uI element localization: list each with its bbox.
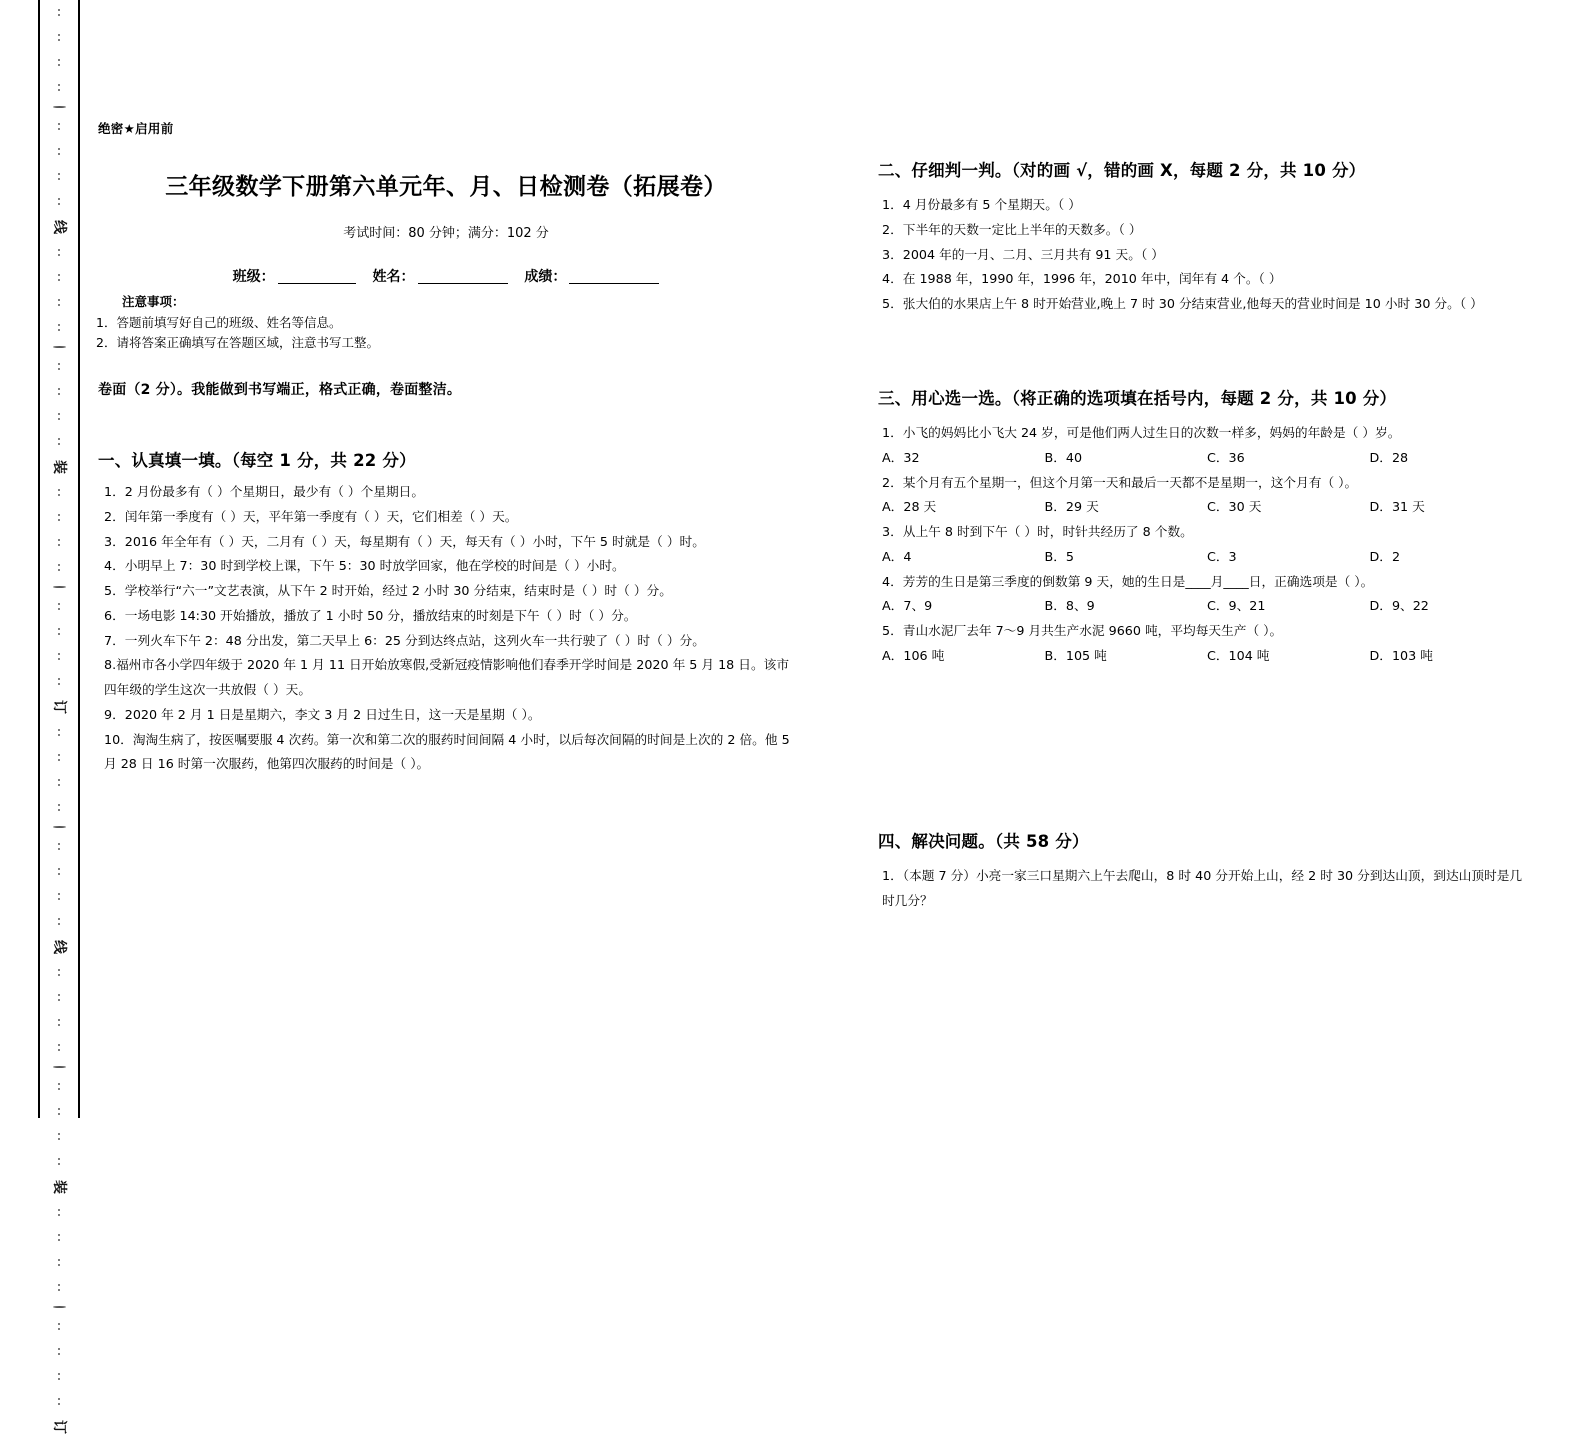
seal-dot	[58, 1163, 60, 1165]
seal-circle-icon	[53, 1306, 66, 1308]
seal-dot	[58, 1398, 60, 1400]
seal-dot	[58, 1284, 60, 1286]
seal-dot	[58, 9, 60, 11]
seal-track	[40, 0, 78, 1434]
seal-dot	[58, 274, 60, 276]
seal-dot	[58, 1328, 60, 1330]
seal-dot-group	[58, 363, 60, 370]
seal-dot-group	[58, 653, 60, 660]
option-item[interactable]: C．3	[1207, 548, 1237, 564]
seal-dot-group	[58, 843, 60, 850]
section-4-heading: 四、解决问题。（共 58 分）	[878, 832, 1089, 851]
seal-dot	[58, 198, 60, 200]
seal-dot	[58, 633, 60, 635]
section-2-questions	[882, 193, 1532, 317]
seal-dot	[58, 974, 60, 976]
seal-dot	[58, 84, 60, 86]
section-3-questions	[882, 421, 1532, 669]
seal-dot	[58, 1083, 60, 1085]
seal-dot	[58, 368, 60, 370]
seal-dot	[58, 1239, 60, 1241]
seal-dot	[58, 128, 60, 130]
seal-dot	[58, 893, 60, 895]
seal-dot	[58, 519, 60, 521]
seal-dot-group	[58, 1234, 60, 1241]
option-item[interactable]: A．7、9	[882, 598, 933, 614]
notice-item: 1．答题前填写好自己的班级、姓名等信息。	[96, 314, 342, 330]
section-4-question: 1．（本题 7 分）小亮一家三口星期六上午去爬山，8 时 40 分开始上山，经 2 时 30 分到达山顶，到达山顶时是几时几分？	[882, 868, 1523, 908]
seal-character: 线	[51, 220, 67, 234]
seal-dot	[58, 1133, 60, 1135]
section-3-question: 4．芳芳的生日是第三季度的倒数第 9 天，她的生日是____月____日，正确选项是（ ）。	[882, 573, 1374, 589]
seal-dot-group	[58, 489, 60, 496]
seal-dot	[58, 678, 60, 680]
seal-dot	[58, 923, 60, 925]
section-2-question: 2．下半年的天数一定比上半年的天数多。（ ）	[882, 221, 1142, 237]
seal-dot-group	[58, 1348, 60, 1355]
seal-dot-group	[58, 173, 60, 180]
seal-circle-icon	[53, 826, 66, 828]
cover-note: 卷面（2 分）。我能做到书写端正，格式正确，卷面整洁。	[98, 382, 462, 398]
seal-dot-group	[58, 804, 60, 811]
exam-subtitle: 考试时间：80 分钟；满分：102 分	[343, 226, 549, 241]
page-title: 三年级数学下册第六单元年、月、日检测卷（拓展卷）	[165, 174, 727, 200]
option-item[interactable]: C．104 吨	[1207, 647, 1270, 663]
seal-dot	[58, 438, 60, 440]
page-content	[96, 0, 1556, 1118]
seal-dot-group	[58, 628, 60, 635]
seal-dot	[58, 683, 60, 685]
notice-title: 注意事项：	[122, 294, 185, 309]
section-3-question: 2．某个月有五个星期一，但这个月第一天和最后一天都不是星期一，这个月有（ ）。	[882, 474, 1358, 490]
seal-dot-group	[58, 1209, 60, 1216]
seal-dot-group	[58, 729, 60, 736]
seal-dot	[58, 494, 60, 496]
option-item[interactable]: A．4	[882, 548, 912, 564]
section-3-heading: 三、用心选一选。（将正确的选项填在括号内，每题 2 分，共 10 分）	[878, 389, 1397, 408]
option-item[interactable]: D．103 吨	[1369, 647, 1433, 663]
seal-dot	[58, 1113, 60, 1115]
seal-dot	[58, 153, 60, 155]
seal-dot	[58, 1019, 60, 1021]
seal-dot	[58, 1323, 60, 1325]
seal-circle-icon	[53, 346, 66, 348]
seal-dot-group	[58, 324, 60, 331]
section-2-question: 1．4 月份最多有 5 个星期天。（ ）	[882, 197, 1081, 212]
seal-dot	[58, 304, 60, 306]
option-item[interactable]: B．8、9	[1044, 598, 1095, 614]
seal-dot	[58, 1088, 60, 1090]
section-2-question: 3．2004 年的一月、二月、三月共有 91 天。（ ）	[882, 246, 1164, 262]
notice-block	[96, 292, 796, 354]
seal-dot	[58, 809, 60, 811]
score-input-line[interactable]	[569, 268, 659, 284]
seal-dot-group	[58, 678, 60, 685]
section-1-question: 3．2016 年全年有（ ）天，二月有（ ）天，每星期有（ ）天，每天有（ ）小时，下午 5 时就是（ ）时。	[104, 533, 705, 549]
seal-dot	[58, 443, 60, 445]
seal-dot	[58, 544, 60, 546]
seal-dot	[58, 603, 60, 605]
seal-dot-group	[58, 34, 60, 41]
seal-dot	[58, 843, 60, 845]
seal-dot	[58, 1024, 60, 1026]
name-input-line[interactable]	[418, 268, 508, 284]
section-3-question: 5．青山水泥厂去年 7～9 月共生产水泥 9660 吨，平均每天生产（ ）。	[882, 623, 1283, 639]
seal-character: 订	[51, 700, 67, 714]
section-3-options	[882, 495, 1532, 520]
seal-character: 装	[51, 460, 67, 474]
seal-dot	[58, 489, 60, 491]
seal-dot-group	[58, 59, 60, 66]
seal-dot	[58, 1044, 60, 1046]
seal-dot-group	[58, 249, 60, 256]
seal-dot	[58, 918, 60, 920]
seal-dot	[58, 203, 60, 205]
seal-dot	[58, 1158, 60, 1160]
seal-dot	[58, 999, 60, 1001]
seal-dot	[58, 653, 60, 655]
seal-dot	[58, 254, 60, 256]
seal-dot	[58, 1403, 60, 1405]
seal-dot	[58, 608, 60, 610]
seal-dot	[58, 628, 60, 630]
option-item[interactable]: C．9、21	[1207, 598, 1266, 614]
seal-dot-group	[58, 754, 60, 761]
seal-dot	[58, 178, 60, 180]
section-1-question: 10．淘淘生病了，按医嘱要服 4 次药。第一次和第二次的服药时间间隔 4 小时，以后每次间隔的时间是上次的 2 倍。他 5 月 28 日 16 时第一次服药，他第四次服药的时间是（ ）。	[104, 731, 790, 772]
seal-dot	[58, 249, 60, 251]
seal-dot-group	[58, 539, 60, 546]
seal-dot	[58, 148, 60, 150]
option-item[interactable]: B．105 吨	[1044, 647, 1107, 663]
seal-dot-group	[58, 918, 60, 925]
section-1-question: 2．闰年第一季度有（ ）天，平年第一季度有（ ）天，它们相差（ ）天。	[104, 508, 518, 524]
seal-dot-group	[58, 868, 60, 875]
seal-dot-group	[58, 1133, 60, 1140]
seal-dot	[58, 1373, 60, 1375]
seal-dot	[58, 1138, 60, 1140]
seal-dot	[58, 1289, 60, 1291]
option-item[interactable]: B．29 天	[1044, 499, 1099, 515]
seal-dot	[58, 89, 60, 91]
section-1-question: 8.福州市各小学四年级于 2020 年 1 月 11 日开始放寒假,受新冠疫情影响他们春季开学时间是 2020 年 5 月 18 日。该市四年级的学生这次一共放假（ ）天。	[104, 657, 790, 698]
secret-label: 绝密★启用前	[98, 121, 174, 136]
seal-dot	[58, 804, 60, 806]
seal-dot-group	[58, 1323, 60, 1330]
seal-dot-group	[58, 1019, 60, 1026]
name-field[interactable]	[373, 266, 508, 286]
seal-dot-group	[58, 603, 60, 610]
seal-dot	[58, 64, 60, 66]
section-2-question: 5．张大伯的水果店上午 8 时开始营业,晚上 7 时 30 分结束营业,他每天的营业时间是 10 小时 30 分。（ ）	[882, 296, 1483, 312]
option-item[interactable]: C．36	[1207, 449, 1245, 465]
seal-dot	[58, 39, 60, 41]
section-2-heading: 二、仔细判一判。（对的画 √，错的画 X，每题 2 分，共 10 分）	[878, 161, 1366, 180]
seal-dot-group	[58, 388, 60, 395]
section-3-question: 3．从上午 8 时到下午（ ）时，时针共经历了 8 个数。	[882, 524, 1193, 540]
option-item[interactable]: C．30 天	[1207, 499, 1262, 515]
seal-dot	[58, 1209, 60, 1211]
class-input-line[interactable]	[278, 268, 356, 284]
section-1-question: 7．一列火车下午 2：48 分出发，第二天早上 6：25 分到达终点站，这列火车一共行驶了（ ）时（ ）分。	[104, 632, 705, 648]
seal-dot	[58, 279, 60, 281]
seal-dot-group	[58, 299, 60, 306]
score-label: 成绩：	[524, 269, 567, 285]
seal-dot	[58, 299, 60, 301]
seal-dot	[58, 848, 60, 850]
seal-dot	[58, 393, 60, 395]
seal-character: 线	[51, 940, 67, 954]
seal-dot	[58, 1234, 60, 1236]
seal-dot	[58, 564, 60, 566]
seal-dot-group	[58, 1083, 60, 1090]
seal-dot	[58, 873, 60, 875]
option-item[interactable]: A．28 天	[882, 499, 937, 515]
seal-dot	[58, 754, 60, 756]
seal-dot-group	[58, 779, 60, 786]
seal-dot	[58, 1108, 60, 1110]
seal-dot	[58, 123, 60, 125]
seal-dot-group	[58, 514, 60, 521]
seal-dot	[58, 539, 60, 541]
seal-dot	[58, 779, 60, 781]
section-1-question: 1．2 月份最多有（ ）个星期日，最少有（ ）个星期日。	[104, 484, 425, 499]
section-1-question: 6．一场电影 14:30 开始播放，播放了 1 小时 50 分，播放结束的时刻是下午（ ）时（ ）分。	[104, 607, 637, 623]
seal-dot-group	[58, 1158, 60, 1165]
option-item[interactable]: B．40	[1044, 449, 1083, 465]
section-3-options	[882, 545, 1532, 570]
binding-margin	[38, 0, 80, 1434]
section-4-questions	[882, 864, 1532, 914]
seal-dot	[58, 994, 60, 996]
class-field[interactable]	[233, 266, 356, 286]
option-item[interactable]: D．2	[1369, 548, 1401, 564]
seal-circle-icon	[53, 586, 66, 588]
section-3-options	[882, 594, 1532, 619]
seal-dot	[58, 14, 60, 16]
seal-dot	[58, 759, 60, 761]
class-label: 班级：	[232, 269, 275, 285]
section-3-options	[882, 446, 1532, 471]
seal-dot	[58, 1264, 60, 1266]
seal-dot-group	[58, 438, 60, 445]
seal-dot-group	[58, 1398, 60, 1405]
seal-dot-group	[58, 148, 60, 155]
seal-dot	[58, 729, 60, 731]
option-item[interactable]: A．106 吨	[882, 647, 945, 663]
seal-dot	[58, 658, 60, 660]
seal-dot-group	[58, 1108, 60, 1115]
seal-dot	[58, 413, 60, 415]
option-item[interactable]: B．5	[1044, 548, 1074, 564]
seal-dot	[58, 1259, 60, 1261]
seal-dot	[58, 734, 60, 736]
seal-dot-group	[58, 413, 60, 420]
seal-dot	[58, 418, 60, 420]
seal-dot-group	[58, 1284, 60, 1291]
seal-dot-group	[58, 274, 60, 281]
seal-dot	[58, 569, 60, 571]
seal-dot	[58, 1049, 60, 1051]
seal-dot	[58, 969, 60, 971]
seal-dot	[58, 784, 60, 786]
seal-circle-icon	[53, 106, 66, 108]
name-label: 姓名：	[372, 269, 415, 285]
seal-character: 装	[51, 1180, 67, 1194]
seal-dot	[58, 59, 60, 61]
seal-dot	[58, 34, 60, 36]
seal-dot-group	[58, 969, 60, 976]
seal-dot	[58, 1214, 60, 1216]
seal-dot	[58, 329, 60, 331]
seal-dot	[58, 1348, 60, 1350]
seal-dot-group	[58, 1373, 60, 1380]
seal-dot	[58, 1378, 60, 1380]
student-fields	[96, 266, 796, 286]
seal-dot-group	[58, 564, 60, 571]
option-item[interactable]: D．31 天	[1369, 499, 1425, 515]
seal-dot	[58, 514, 60, 516]
seal-dot-group	[58, 893, 60, 900]
seal-dot	[58, 173, 60, 175]
score-field[interactable]	[524, 266, 659, 286]
seal-dot-group	[58, 123, 60, 130]
seal-dot	[58, 898, 60, 900]
section-1-questions	[104, 480, 794, 777]
seal-dot-group	[58, 1259, 60, 1266]
seal-dot	[58, 324, 60, 326]
option-item[interactable]: D．9、22	[1369, 598, 1429, 614]
option-item[interactable]: D．28	[1369, 449, 1409, 465]
seal-dot	[58, 1353, 60, 1355]
option-item[interactable]: A．32	[882, 449, 920, 465]
section-2-question: 4．在 1988 年，1990 年，1996 年，2010 年中，闰年有 4 个。（ ）	[882, 271, 1282, 287]
seal-character: 订	[51, 1420, 67, 1434]
seal-dot	[58, 363, 60, 365]
notice-item: 2．请将答案正确填写在答题区域，注意书写工整。	[96, 335, 379, 351]
seal-dot-group	[58, 198, 60, 205]
seal-dot	[58, 388, 60, 390]
seal-circle-icon	[53, 1066, 66, 1068]
seal-dot-group	[58, 84, 60, 91]
section-3-question: 1．小飞的妈妈比小飞大 24 岁，可是他们两人过生日的次数一样多，妈妈的年龄是（ ）岁。	[882, 425, 1401, 440]
section-1-question: 4．小明早上 7：30 时到学校上课，下午 5：30 时放学回家，他在学校的时间是（ ）小时。	[104, 558, 625, 574]
seal-dot-group	[58, 9, 60, 16]
seal-dot	[58, 868, 60, 870]
section-3-options	[882, 644, 1532, 669]
seal-dot-group	[58, 994, 60, 1001]
section-1-heading: 一、认真填一填。（每空 1 分，共 22 分）	[98, 451, 416, 470]
section-1-question: 9．2020 年 2 月 1 日是星期六，李文 3 月 2 日过生日，这一天是星期（ ）。	[104, 706, 541, 722]
seal-dot-group	[58, 1044, 60, 1051]
section-1-question: 5．学校举行“六一”文艺表演，从下午 2 时开始，经过 2 小时 30 分结束，结束时是（ ）时（ ）分。	[104, 583, 672, 599]
